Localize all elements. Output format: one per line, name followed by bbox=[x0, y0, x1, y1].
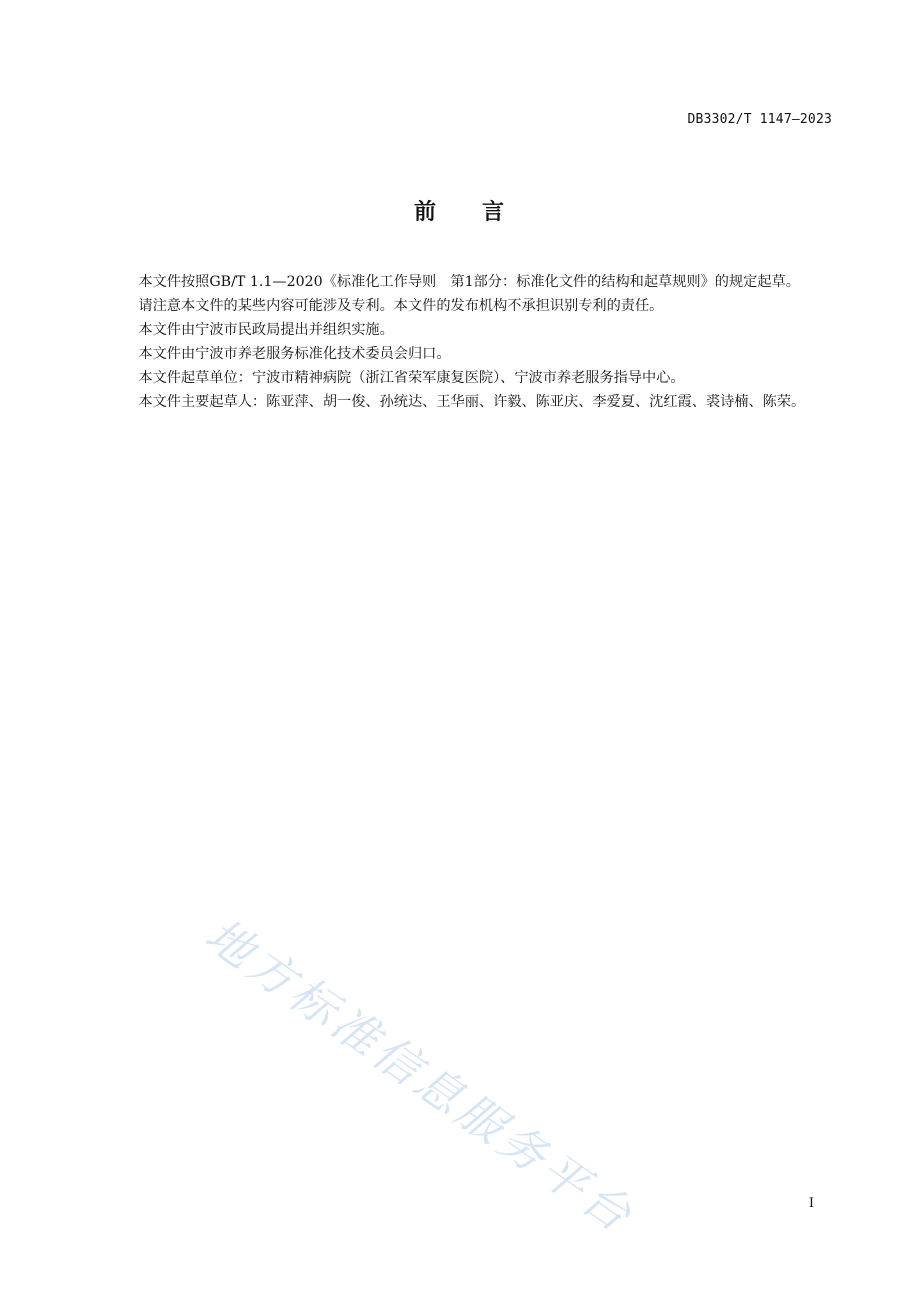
paragraph-proposer: 本文件由宁波市民政局提出并组织实施。 bbox=[138, 322, 394, 338]
paragraph-patent-notice: 请注意本文件的某些内容可能涉及专利。本文件的发布机构不承担识别专利的责任。 bbox=[138, 298, 664, 314]
document-code: DB3302/T 1147—2023 bbox=[687, 112, 832, 127]
paragraph-responsible-committee: 本文件由宁波市养老服务标准化技术委员会归口。 bbox=[138, 346, 451, 362]
paragraph-drafters: 本文件主要起草人：陈亚萍、胡一俊、孙统达、王华丽、许毅、陈亚庆、李爱夏、沈红霞、裘诗楠、陈荣。 bbox=[138, 394, 806, 410]
page-number: I bbox=[808, 1196, 814, 1211]
paragraph-drafting-rules: 本文件按照GB/T 1.1—2020《标准化工作导则 第1部分：标准化文件的结构和起草规则》的规定起草。 bbox=[138, 274, 800, 290]
page-title bbox=[0, 195, 920, 226]
foreword-body bbox=[110, 270, 832, 414]
title-char-left: 前 bbox=[413, 200, 438, 225]
title-char-right: 言 bbox=[482, 200, 507, 225]
watermark: 地方标准信息服务平台 bbox=[195, 907, 645, 1245]
paragraph-drafting-units: 本文件起草单位：宁波市精神病院（浙江省荣军康复医院）、宁波市养老服务指导中心。 bbox=[138, 370, 685, 386]
